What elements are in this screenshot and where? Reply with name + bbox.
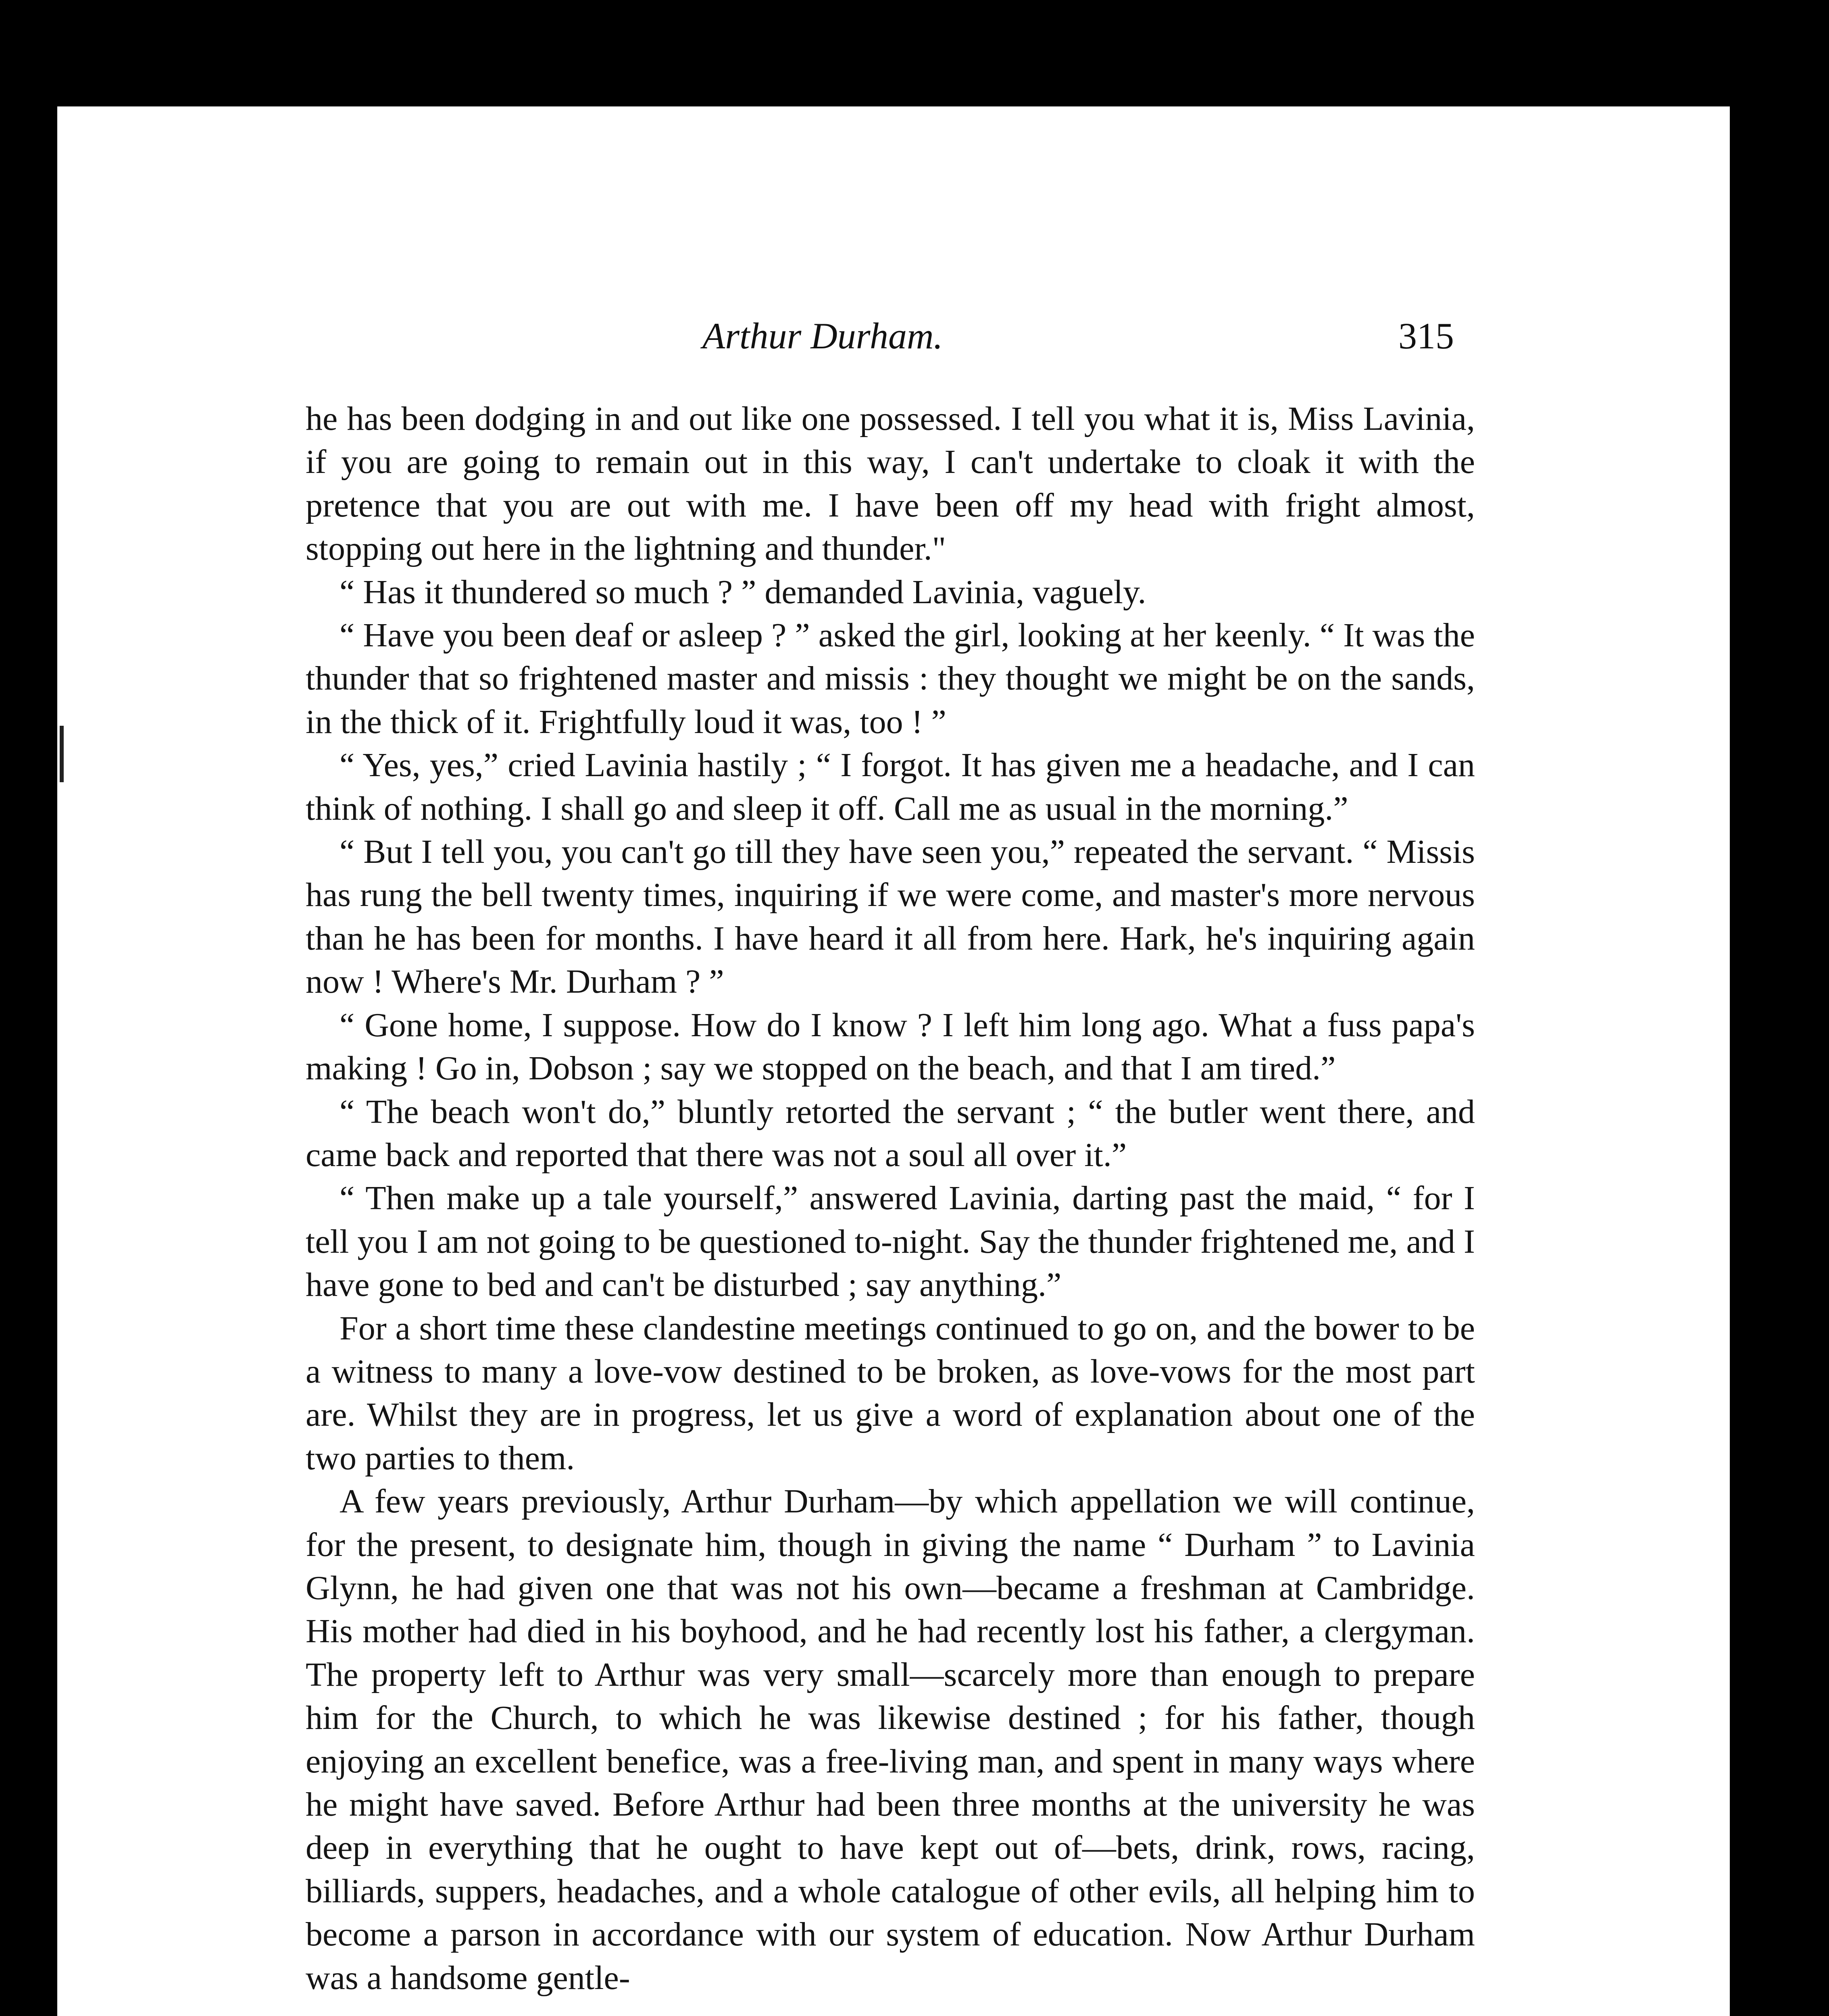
paragraph: “ Have you been deaf or asleep ? ” asked the girl, looking at her keenly. “ It was the thunder that so frightened master and missis : they thought we might be on the sands, in the thick of it. Frightfully loud it was, too ! ”	[306, 616, 1475, 741]
body-text	[306, 397, 1475, 1999]
paragraph: he has been dodging in and out like one possessed. I tell you what it is, Miss Lavinia, if you are going to remain out in this way, I can't undertake to cloak it with the pretence that you are out with me. I have been off my head with fright almost, stopping out here in the lightning and thunder."	[306, 400, 1475, 568]
paragraph: For a short time these clandestine meetings continued to go on, and the bower to be a witness to many a love-vow destined to be broken, as love-vows for the most part are. Whilst they are in progress, let us give a word of explanation about one of the two parties to them.	[306, 1309, 1475, 1477]
running-head: Arthur Durham.	[702, 315, 943, 356]
paragraph: “ Gone home, I suppose. How do I know ? I left him long ago. What a fuss papa's making ! Go in, Dobson ; say we stopped on the beach, and that I am tired.”	[306, 1006, 1475, 1087]
paragraph: “ Then make up a tale yourself,” answered Lavinia, darting past the maid, “ for I tell you I am not going to be questioned to-night. Say the thunder frightened me, and I have gone to bed and can't be disturbed ; say anything.”	[306, 1179, 1475, 1304]
binding-edge-mark	[60, 726, 64, 782]
paragraph: “ Has it thundered so much ? ” demanded Lavinia, vaguely.	[340, 573, 1146, 611]
paragraph: “ The beach won't do,” bluntly retorted the servant ; “ the butler went there, and came back and reported that there was not a soul all over it.”	[306, 1093, 1475, 1174]
paragraph: “ Yes, yes,” cried Lavinia hastily ; “ I forgot. It has given me a headache, and I can think of nothing. I shall go and sleep it off. Call me as usual in the morning.”	[306, 746, 1475, 827]
paragraph: “ But I tell you, you can't go till they have seen you,” repeated the servant. “ Missis has rung the bell twenty times, inquiring if we were come, and master's more nervous than he has been for months. I have heard it all from here. Hark, he's inquiring again now ! Where's Mr. Durham ? ”	[306, 833, 1475, 1001]
page-number: 315	[1398, 315, 1454, 356]
paragraph: A few years previously, Arthur Durham—by which appellation we will continue, for the present, to designate him, though in giving the name “ Durham ” to Lavinia Glynn, he had given one that was not his own—became a freshman at Cambridge. His mother had died in his boyhood, and he had recently lost his father, a clergyman. The property left to Arthur was very small—scarcely more than enough to prepare him for the Church, to which he was likewise destined ; for his father, though enjoying an excellent benefice, was a free-living man, and spent in many ways where he might have saved. Before Arthur had been three months at the university he was deep in everything that he ought to have kept out of—bets, drink, rows, racing, billiards, suppers, headaches, and a whole catalogue of other evils, all helping him to become a parson in accordance with our system of education. Now Arthur Durham was a handsome gentle-	[306, 1483, 1475, 1997]
